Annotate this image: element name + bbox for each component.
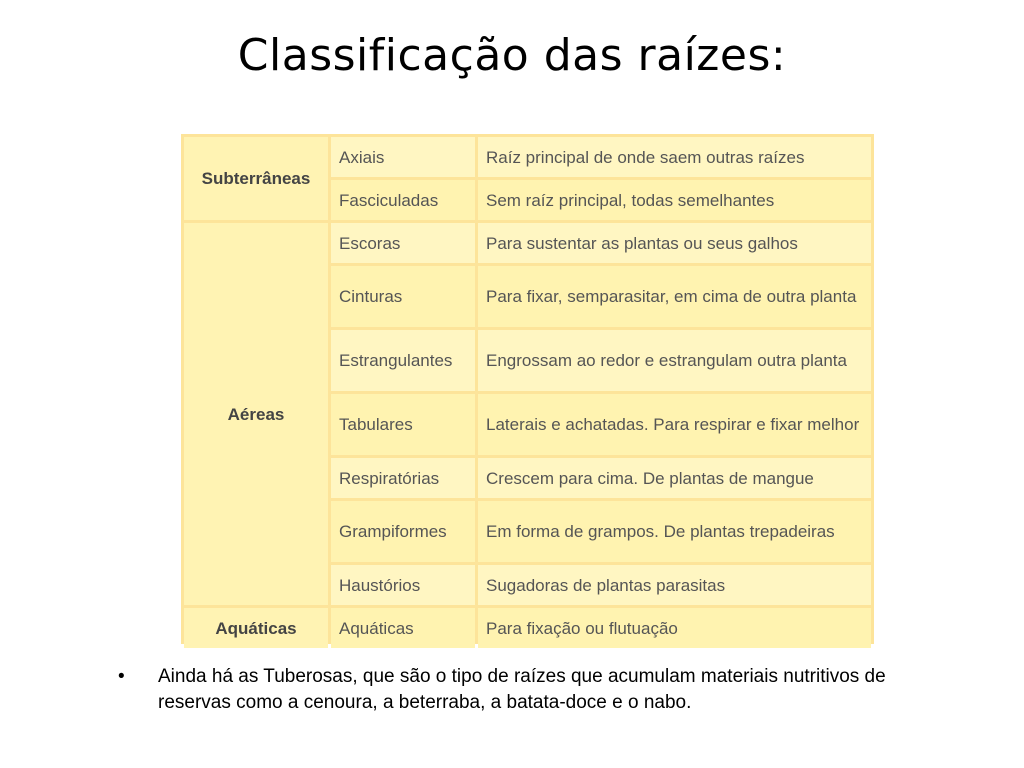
root-type-description: Sem raíz principal, todas semelhantes [478, 180, 871, 220]
root-type-description: Laterais e achatadas. Para respirar e fixar melhor [478, 394, 871, 455]
bullet-marker: • [118, 666, 125, 687]
root-type-description: Crescem para cima. De plantas de mangue [478, 458, 871, 498]
root-type-name: Haustórios [331, 565, 475, 605]
group-label-aquaticas: Aquáticas [184, 608, 328, 648]
root-type-name: Estrangulantes [331, 330, 475, 391]
root-type-description: Raíz principal de onde saem outras raízes [478, 137, 871, 177]
table-row [184, 223, 871, 263]
root-type-name: Grampiformes [331, 501, 475, 562]
root-type-description: Engrossam ao redor e estrangulam outra planta [478, 330, 871, 391]
slide-title: Classificação das raízes: [237, 30, 787, 81]
root-type-description: Em forma de grampos. De plantas trepadeiras [478, 501, 871, 562]
root-type-name: Axiais [331, 137, 475, 177]
group-label-aereas: Aéreas [184, 223, 328, 605]
root-type-description: Para sustentar as plantas ou seus galhos [478, 223, 871, 263]
root-type-description: Para fixação ou flutuação [478, 608, 871, 648]
table-row [184, 137, 871, 177]
root-type-name: Cinturas [331, 266, 475, 327]
root-classification-table [181, 134, 874, 651]
root-type-description: Sugadoras de plantas parasitas [478, 565, 871, 605]
root-type-name: Tabulares [331, 394, 475, 455]
root-classification-table-container [181, 134, 874, 644]
root-type-name: Escoras [331, 223, 475, 263]
bullet-text: Ainda há as Tuberosas, que são o tipo de raízes que acumulam materiais nutritivos de reservas como a cenoura, a beterraba, a batata-doce e o nabo. [158, 666, 886, 713]
table-row [184, 608, 871, 648]
group-label-subterraneas: Subterrâneas [184, 137, 328, 220]
root-type-name: Respiratórias [331, 458, 475, 498]
root-type-name: Fasciculadas [331, 180, 475, 220]
root-type-name: Aquáticas [331, 608, 475, 648]
root-type-description: Para fixar, semparasitar, em cima de outra planta [478, 266, 871, 327]
